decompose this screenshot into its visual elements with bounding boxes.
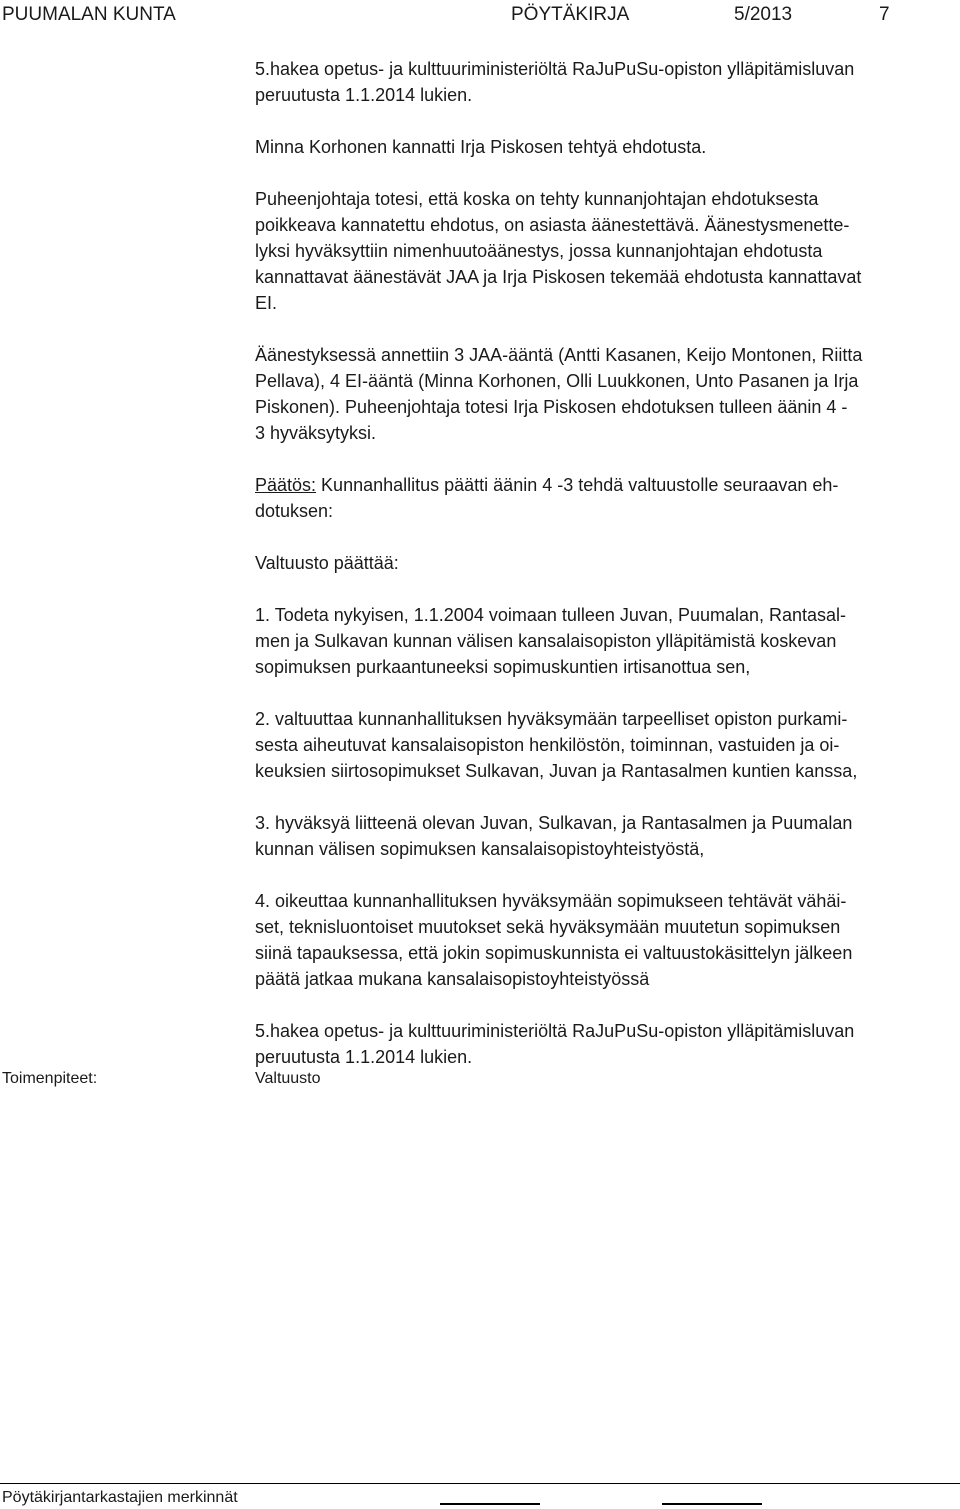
text-line: men ja Sulkavan kunnan välisen kansalaisopiston ylläpitämistä koskevan	[255, 631, 837, 651]
text-line	[255, 472, 955, 498]
text-line: Äänestyksessä annettiin 3 JAA-ääntä (Antti Kasanen, Keijo Montonen, Riitta	[255, 345, 863, 365]
paragraph-decision	[255, 472, 955, 524]
text-line: keuksien siirtosopimukset Sulkavan, Juvan ja Rantasalmen kuntien kanssa,	[255, 761, 858, 781]
decision-label: Päätös:	[255, 475, 317, 495]
actions-label: Toimenpiteet:	[2, 1070, 98, 1087]
decision-text: Kunnanhallitus päätti äänin 4 -3 tehdä valtuustolle seuraavan eh-	[316, 475, 839, 495]
text-line: poikkeava kannatettu ehdotus, on asiasta äänestettävä. Äänestysmenette-	[255, 215, 850, 235]
list-item-4	[255, 888, 955, 992]
text-line: dotuksen:	[255, 501, 334, 521]
text-line: Puheenjohtaja totesi, että koska on tehty kunnanjohtajan ehdotuksesta	[255, 189, 819, 209]
text-line: 2. valtuuttaa kunnanhallituksen hyväksymään tarpeelliset opiston purkami-	[255, 709, 848, 729]
text-line: 5.hakea opetus- ja kulttuuriministeriöltä RaJuPuSu-opiston ylläpitämisluvan	[255, 1021, 855, 1041]
text-line: 4. oikeuttaa kunnanhallituksen hyväksymään sopimukseen tehtävät vähäi-	[255, 891, 847, 911]
text-line: sesta aiheutuvat kansalaisopiston henkilöstön, toiminnan, vastuiden ja oi-	[255, 735, 840, 755]
text-line: Pellava), 4 EI-ääntä (Minna Korhonen, Olli Luukkonen, Unto Pasanen ja Irja	[255, 371, 859, 391]
text-line: kannattavat äänestävät JAA ja Irja Piskosen tekemää ehdotusta kannattavat	[255, 267, 862, 287]
footer-divider	[0, 1483, 960, 1484]
list-item-3	[255, 810, 955, 862]
valtuusto-heading: Valtuusto päättää:	[255, 553, 399, 573]
text-line: siinä tapauksessa, että jokin sopimuskunnista ei valtuustokäsittelyn jälkeen	[255, 943, 853, 963]
paragraph-vote-procedure	[255, 186, 955, 316]
paragraph-license-withdrawal	[255, 56, 955, 108]
text-line: set, teknisluontoiset muutokset sekä hyväksymään muutetun sopimuksen	[255, 917, 841, 937]
actions-value: Valtuusto	[255, 1070, 321, 1087]
text-line: Piskonen). Puheenjohtaja totesi Irja Piskosen ehdotuksen tulleen äänin 4 -	[255, 397, 848, 417]
text-line: lyksi hyväksyttiin nimenhuutoäänestys, jossa kunnanjohtajan ehdotusta	[255, 241, 823, 261]
paragraph-seconding	[255, 134, 955, 160]
page-number: 7	[879, 4, 890, 25]
list-item-5	[255, 1018, 955, 1070]
organization-name: PUUMALAN KUNTA	[2, 4, 176, 25]
text-line: EI.	[255, 293, 278, 313]
signature-line-2	[662, 1503, 762, 1505]
signature-line-1	[440, 1503, 540, 1505]
text-line: peruutusta 1.1.2014 lukien.	[255, 1047, 473, 1067]
list-item-1	[255, 602, 955, 680]
text-line: 3. hyväksyä liitteenä olevan Juvan, Sulkavan, ja Rantasalmen ja Puumalan	[255, 813, 853, 833]
document-type: PÖYTÄKIRJA	[511, 4, 630, 25]
page-header	[0, 0, 960, 30]
text-line: kunnan välisen sopimuksen kansalaisopistoyhteistyöstä,	[255, 839, 705, 859]
footer-label: Pöytäkirjantarkastajien merkinnät	[2, 1489, 238, 1506]
text-line: Minna Korhonen kannatti Irja Piskosen tehtyä ehdotusta.	[255, 137, 707, 157]
text-line: 5.hakea opetus- ja kulttuuriministeriöltä RaJuPuSu-opiston ylläpitämisluvan	[255, 59, 855, 79]
list-item-2	[255, 706, 955, 784]
text-line: peruutusta 1.1.2014 lukien.	[255, 85, 473, 105]
text-line: sopimuksen purkaantuneeksi sopimuskuntien irtisanottua sen,	[255, 657, 751, 677]
text-line: päätä jatkaa mukana kansalaisopistoyhteistyössä	[255, 969, 650, 989]
text-line: 1. Todeta nykyisen, 1.1.2004 voimaan tulleen Juvan, Puumalan, Rantasal-	[255, 605, 847, 625]
text-line: 3 hyväksytyksi.	[255, 423, 377, 443]
paragraph-vote-result	[255, 342, 955, 446]
document-number: 5/2013	[734, 4, 793, 25]
minutes-body	[255, 56, 955, 1070]
